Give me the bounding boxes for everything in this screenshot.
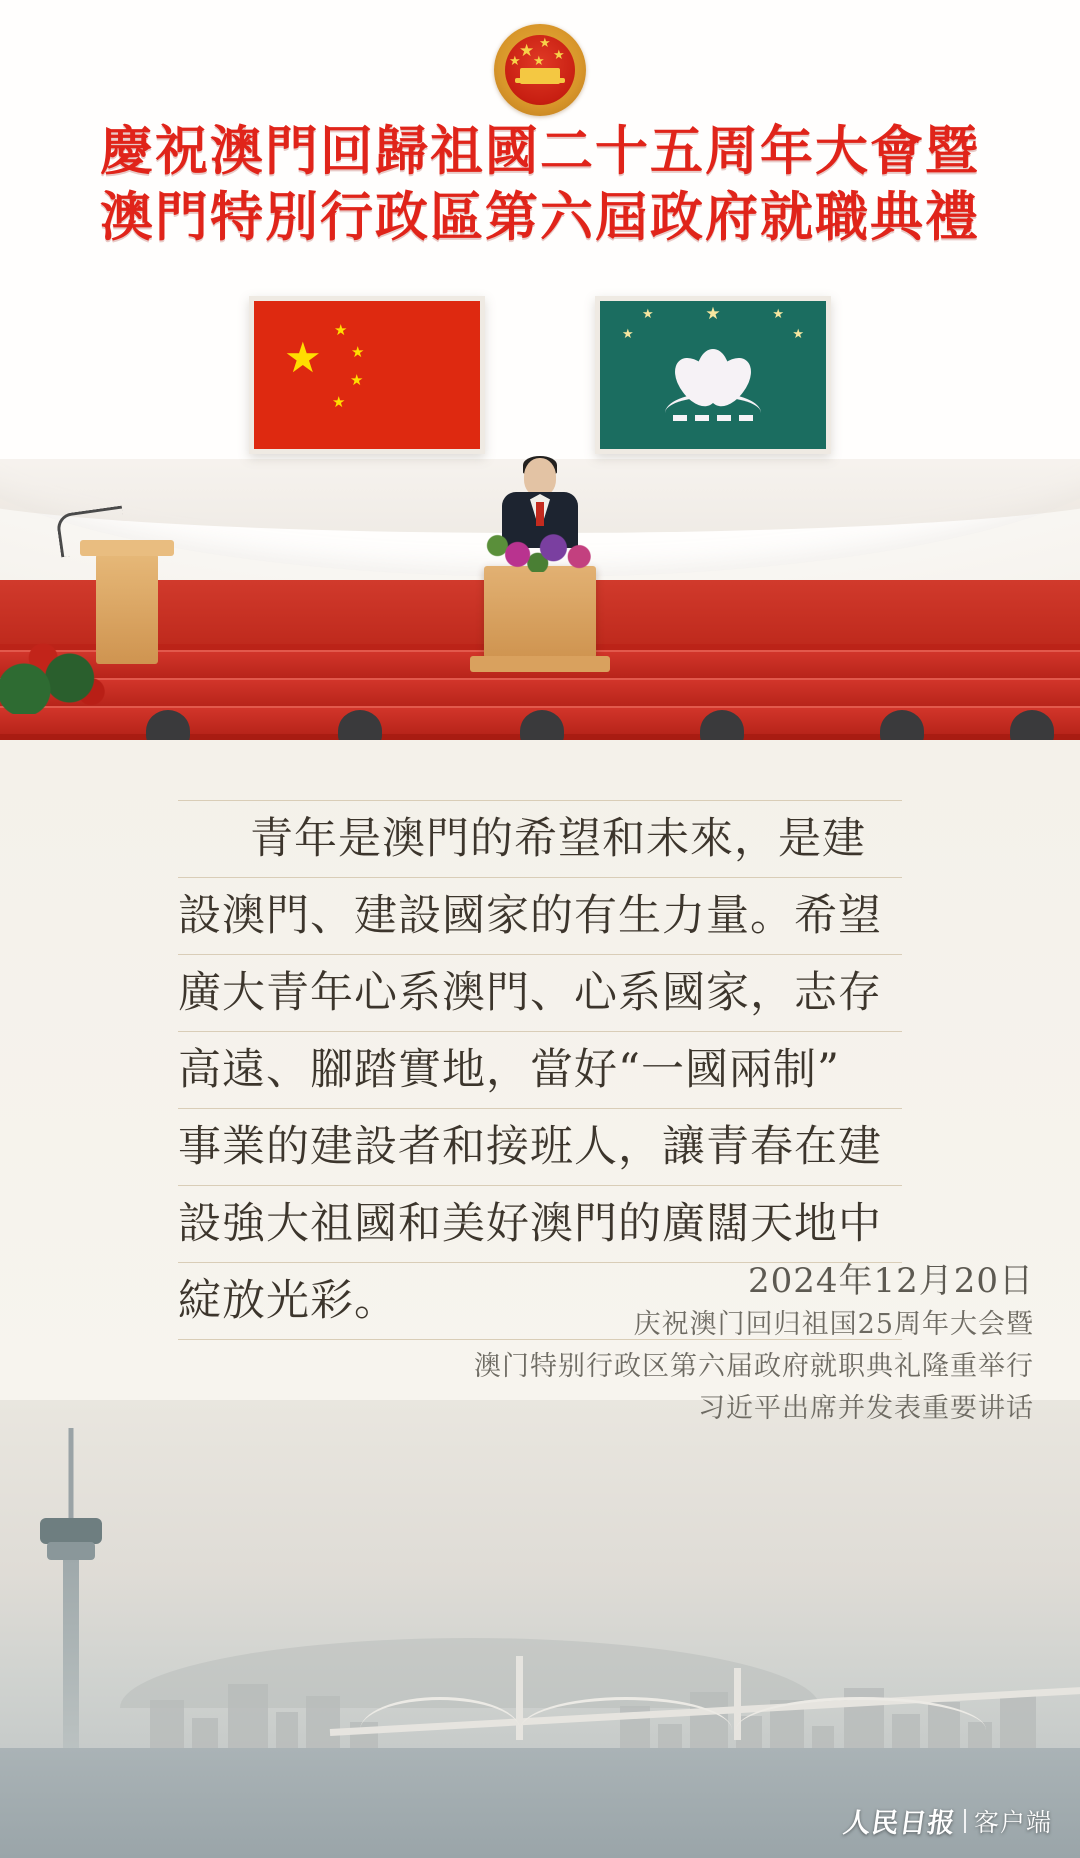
title-line-1: 慶祝澳門回歸祖國二十五周年大會暨	[100, 120, 980, 182]
microphone-icon	[55, 506, 127, 558]
logo-divider	[964, 1809, 966, 1833]
quote-line: 設澳門、建設國家的有生力量。希望	[178, 878, 902, 955]
quote-line: 設強大祖國和美好澳門的廣闊天地中	[178, 1186, 902, 1263]
quote-line: 綻放光彩。	[178, 1263, 902, 1340]
audience-silhouettes	[0, 698, 1080, 740]
sai-van-bridge-icon	[330, 1660, 1080, 1780]
quote-line: 事業的建設者和接班人，讓青春在建	[178, 1109, 902, 1186]
macau-skyline-photo	[0, 1400, 1080, 1858]
caption-line-1: 庆祝澳门回归祖国25周年大会暨	[633, 1309, 1034, 1340]
podium-flowers	[484, 528, 596, 572]
poster-title	[0, 118, 1080, 250]
logo-wordmark: 人民日报	[841, 1808, 958, 1839]
quote-line: 青年是澳門的希望和未來，是建	[178, 800, 902, 878]
flags-row	[0, 296, 1080, 476]
publisher-logo	[841, 1801, 1052, 1840]
ceremony-photo	[0, 0, 1080, 740]
quote-line: 高遠、腳踏實地，當好“一國兩制”	[178, 1032, 902, 1109]
caption-line-3: 习近平出席并发表重要讲话	[698, 1393, 1034, 1424]
china-national-emblem-icon: ★ ★ ★ ★ ★	[485, 20, 595, 120]
quote-line: 廣大青年心系澳門、心系國家，志存	[178, 955, 902, 1032]
logo-app-label: 客户端	[973, 1808, 1052, 1837]
title-line-2: 澳門特別行政區第六屆政府就職典禮	[100, 186, 980, 248]
caption-block	[394, 1258, 1034, 1430]
main-podium	[484, 566, 596, 658]
macau-tower-icon	[26, 1428, 116, 1798]
caption-date: 2024年12月20日	[747, 1261, 1034, 1301]
caption-line-2: 澳门特别行政区第六届政府就职典礼隆重举行	[474, 1351, 1034, 1382]
china-national-flag: ★ ★ ★ ★ ★	[249, 296, 485, 454]
macao-sar-flag: ★ ★ ★ ★ ★	[595, 296, 831, 454]
